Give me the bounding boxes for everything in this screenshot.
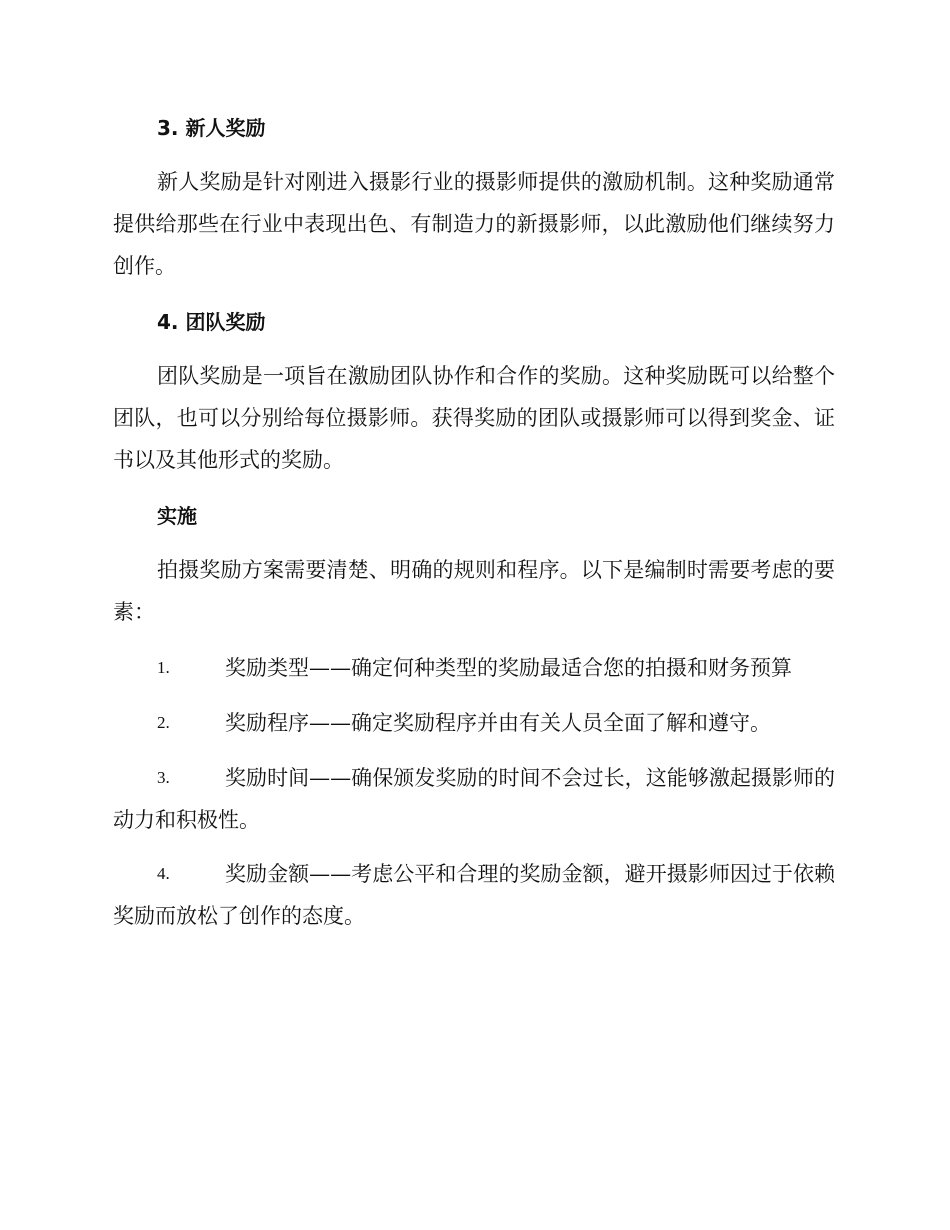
list-item <box>113 853 835 937</box>
list-item-number: 3. <box>157 768 170 787</box>
list-item-number: 2. <box>157 713 170 732</box>
section-heading-implementation: 实施 <box>157 504 197 528</box>
list-item <box>113 757 835 841</box>
section-heading-new-talent-award: 3. 新人奖励 <box>157 116 266 140</box>
section-heading-team-award: 4. 团队奖励 <box>157 310 266 334</box>
list-item <box>113 647 835 689</box>
list-item-text: 奖励程序——确定奖励程序并由有关人员全面了解和遵守。 <box>225 711 771 735</box>
list-item-text: 奖励时间——确保颁发奖励的时间不会过长，这能够激起摄影师的动力和积极性。 <box>113 766 835 832</box>
paragraph-new-talent-award: 新人奖励是针对刚进入摄影行业的摄影师提供的激励机制。这种奖励通常提供给那些在行业中表现出色、有制造力的新摄影师，以此激励他们继续努力创作。 <box>113 170 835 278</box>
list-item-number: 1. <box>157 658 170 677</box>
paragraph-team-award: 团队奖励是一项旨在激励团队协作和合作的奖励。这种奖励既可以给整个团队，也可以分别给每位摄影师。获得奖励的团队或摄影师可以得到奖金、证书以及其他形式的奖励。 <box>113 364 835 472</box>
paragraph-implementation: 拍摄奖励方案需要清楚、明确的规则和程序。以下是编制时需要考虑的要素： <box>113 558 835 624</box>
list-item-text: 奖励类型——确定何种类型的奖励最适合您的拍摄和财务预算 <box>225 656 792 680</box>
list-item <box>113 702 835 744</box>
list-item-text: 奖励金额——考虑公平和合理的奖励金额，避开摄影师因过于依赖奖励而放松了创作的态度。 <box>113 862 835 928</box>
list-item-number: 4. <box>157 864 170 883</box>
